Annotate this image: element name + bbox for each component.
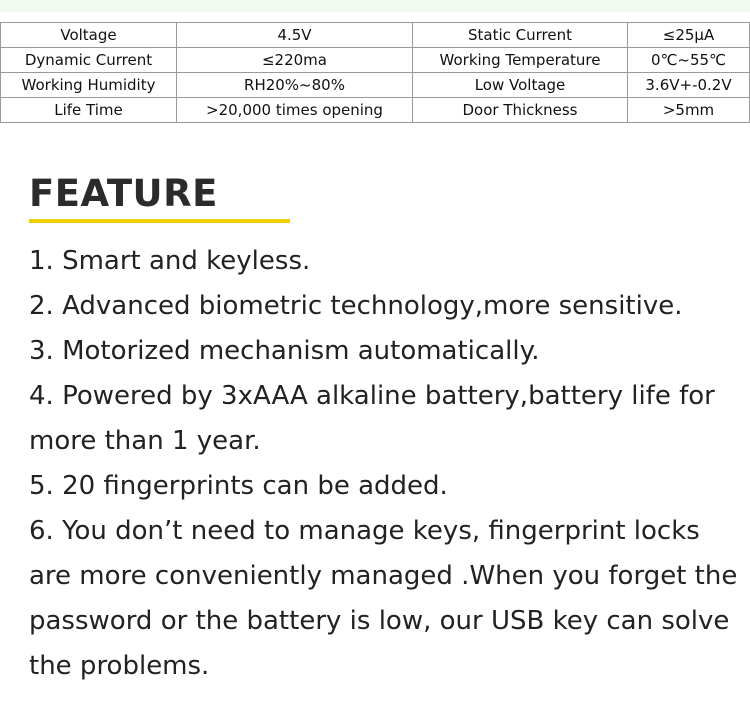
spec-table — [0, 22, 750, 123]
spec-value: >5mm — [628, 98, 750, 123]
feature-item: 3. Motorized mechanism automatically. — [29, 336, 540, 366]
spec-value: >20,000 times opening — [177, 98, 413, 123]
spec-row-life-time — [1, 98, 750, 123]
spec-value: ≤25μA — [628, 23, 750, 48]
feature-item: 6. You don’t need to manage keys, fingerprint locks are more conveniently managed .When you forget the password or the battery is low, our USB key can solve the problems. — [29, 516, 738, 681]
spec-value: ≤220ma — [177, 48, 413, 73]
spec-label: Door Thickness — [413, 98, 628, 123]
feature-item: 2. Advanced biometric technology,more sensitive. — [29, 291, 683, 321]
spec-value: RH20%~80% — [177, 73, 413, 98]
spec-label: Working Humidity — [1, 73, 177, 98]
feature-heading: FEATURE — [29, 172, 218, 215]
spec-value: 0℃~55℃ — [628, 48, 750, 73]
top-decorative-strip — [0, 0, 750, 12]
feature-item: 4. Powered by 3xAAA alkaline battery,battery life for more than 1 year. — [29, 381, 715, 456]
spec-label: Working Temperature — [413, 48, 628, 73]
spec-value: 4.5V — [177, 23, 413, 48]
spec-row-dynamic-current — [1, 48, 750, 73]
feature-heading-underline — [29, 219, 290, 223]
spec-label: Dynamic Current — [1, 48, 177, 73]
feature-item: 5. 20 fingerprints can be added. — [29, 471, 448, 501]
spec-row-voltage — [1, 23, 750, 48]
spec-label: Voltage — [1, 23, 177, 48]
spec-row-humidity — [1, 73, 750, 98]
spec-label: Low Voltage — [413, 73, 628, 98]
spec-value: 3.6V+-0.2V — [628, 73, 750, 98]
spec-label: Life Time — [1, 98, 177, 123]
feature-item: 1. Smart and keyless. — [29, 246, 311, 276]
spec-label: Static Current — [413, 23, 628, 48]
feature-list — [29, 239, 739, 689]
